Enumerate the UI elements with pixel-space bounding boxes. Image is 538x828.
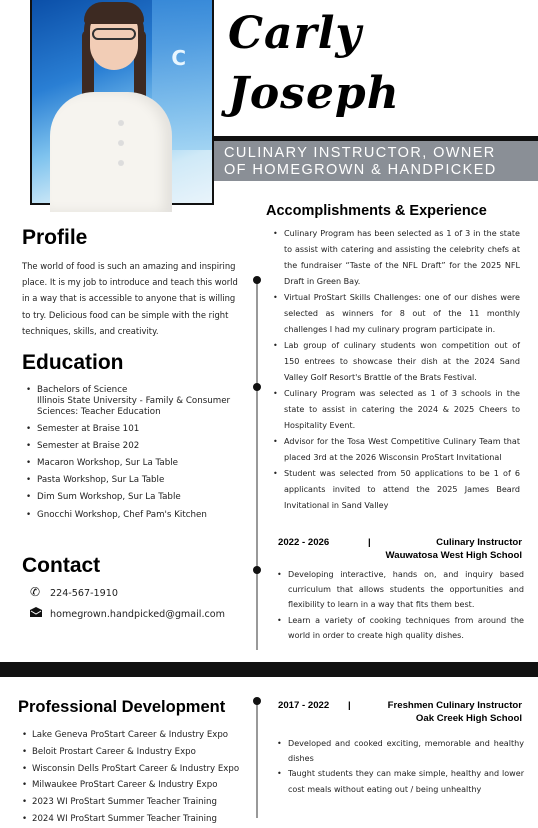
job-title-banner	[214, 141, 538, 181]
contact-phone-row	[30, 585, 118, 599]
job-school: Oak Creek High School	[415, 713, 522, 724]
job-header-oak-creek	[278, 699, 522, 725]
first-name: Carly	[228, 8, 362, 59]
portrait-photo-frame	[30, 0, 214, 205]
pd-item: • 2024 WI ProStart Summer Teacher Training	[22, 811, 254, 828]
photo-glasses	[92, 28, 136, 40]
job-role: Culinary Instructor	[436, 537, 522, 548]
accomplishment-item: • Advisor for the Tosa West Competitive Culinary Team that placed 3rd at the 2026 Wisconsin ProStart Invitational	[272, 434, 520, 466]
education-heading: Education	[22, 351, 124, 374]
column-divider	[256, 280, 258, 650]
person-name	[228, 4, 400, 124]
divider-dot	[253, 276, 261, 284]
divider-dot	[253, 697, 261, 705]
divider-dot	[253, 383, 261, 391]
profile-text: The world of food is such an amazing and inspiring place. It is my job to introduce and teach this world in a way that is accessible to anyone that is willing to try. Delicious food can be simple with the right techniques, skills, and creativity.	[22, 261, 238, 336]
education-item: • Pasta Workshop, Sur La Table	[26, 475, 248, 486]
accomplishment-item: • Virtual ProStart Skills Challenges: one of our dishes were selected as winners for 8 out of the 11 monthly challenges I had my culinary program participate in.	[272, 290, 520, 338]
job-duties-oak-creek	[276, 736, 524, 797]
phone-number: 224-567-1910	[50, 588, 118, 599]
pd-item: • Beloit Prostart Career & Industry Expo	[22, 744, 254, 761]
job-role: Freshmen Culinary Instructor	[387, 700, 522, 711]
photo-chef-coat	[50, 92, 172, 212]
portrait-photo	[32, 0, 212, 203]
pd-item: • Lake Geneva ProStart Career & Industry Expo	[22, 727, 254, 744]
divider-dot	[253, 566, 261, 574]
pd-item: • Milwaukee ProStart Career & Industry Expo	[22, 777, 254, 794]
job-duty-item: • Developing interactive, hands on, and inquiry based curriculum that allows students the opportunities and flexibility to learn in a way that fits them best.	[276, 567, 524, 613]
accomplishment-item: • Lab group of culinary students won competition out of 150 entrees to showcase their dish at the 2024 Sand Valley Golf Resort's Brattle of the Brats Festival.	[272, 338, 520, 386]
education-item: • Semester at Braise 202	[26, 441, 248, 452]
photo-wall-letter: C	[171, 46, 186, 70]
education-item: • Dim Sum Workshop, Sur La Table	[26, 492, 248, 503]
contact-heading: Contact	[22, 554, 101, 577]
contact-email-row	[30, 606, 225, 620]
email-address: homegrown.handpicked@gmail.com	[50, 609, 226, 620]
profile-heading: Profile	[22, 226, 88, 249]
phone-icon: ✆	[30, 585, 41, 599]
education-item	[26, 385, 248, 418]
photo-coat-button	[118, 120, 124, 126]
job-duty-item: • Learn a variety of cooking techniques from around the world in order to create high quality dishes.	[276, 613, 524, 643]
job-dates: 2017 - 2022	[278, 700, 330, 711]
job-header-wauwatosa	[278, 536, 522, 562]
accomplishment-item: • Culinary Program has been selected as 1 of 3 in the state to assist with catering and assisting the celebrity chefs at the fundraiser “Taste of the NFL Draft” for the 2025 NFL Draft in Green Bay.	[272, 226, 520, 290]
job-separator: |	[348, 700, 351, 711]
column-divider-lower	[256, 700, 258, 818]
job-duties-wauwatosa	[276, 567, 524, 643]
job-dates: 2022 - 2026	[278, 537, 330, 548]
accomplishments-list	[272, 226, 520, 514]
photo-hair-top	[84, 2, 144, 24]
job-title-line-2: OF HOMEGROWN & HANDPICKED	[224, 162, 497, 178]
job-school: Wauwatosa West High School	[385, 550, 522, 561]
photo-coat-button	[118, 160, 124, 166]
photo-coat-button	[118, 140, 124, 146]
professional-development-heading: Professional Development	[18, 698, 226, 716]
last-name: Joseph	[228, 68, 400, 119]
education-item: • Gnocchi Workshop, Chef Pam's Kitchen	[26, 510, 248, 521]
job-separator: |	[368, 537, 371, 548]
education-item: • Semester at Braise 101	[26, 424, 248, 435]
job-duty-item: • Developed and cooked exciting, memorable and healthy dishes	[276, 736, 524, 766]
section-band	[0, 662, 538, 677]
accomplishments-heading: Accomplishments & Experience	[266, 203, 487, 219]
envelope-icon	[30, 606, 44, 620]
accomplishment-item: • Student was selected from 50 applications to be 1 of 6 applicants invited to attend the 2025 James Beard Invitational in Sand Valley	[272, 466, 520, 514]
pd-item: • Wisconsin Dells ProStart Career & Industry Expo	[22, 761, 254, 778]
degree-name: Bachelors of Science Illinois State University - Family & Consumer Sciences: Teacher Education	[37, 385, 231, 417]
education-item: • Macaron Workshop, Sur La Table	[26, 458, 248, 469]
professional-development-list	[22, 727, 254, 828]
pd-item: • 2023 WI ProStart Summer Teacher Training	[22, 794, 254, 811]
job-duty-item: • Taught students they can make simple, healthy and lower cost meals without eating out / being unhealthy	[276, 766, 524, 796]
job-title-line-1: CULINARY INSTRUCTOR, OWNER	[224, 145, 496, 161]
accomplishment-item: • Culinary Program was selected as 1 of 3 schools in the state to assist in catering the 2024 & 2025 Cheers to Hospitality Event.	[272, 386, 520, 434]
education-list	[26, 385, 248, 527]
